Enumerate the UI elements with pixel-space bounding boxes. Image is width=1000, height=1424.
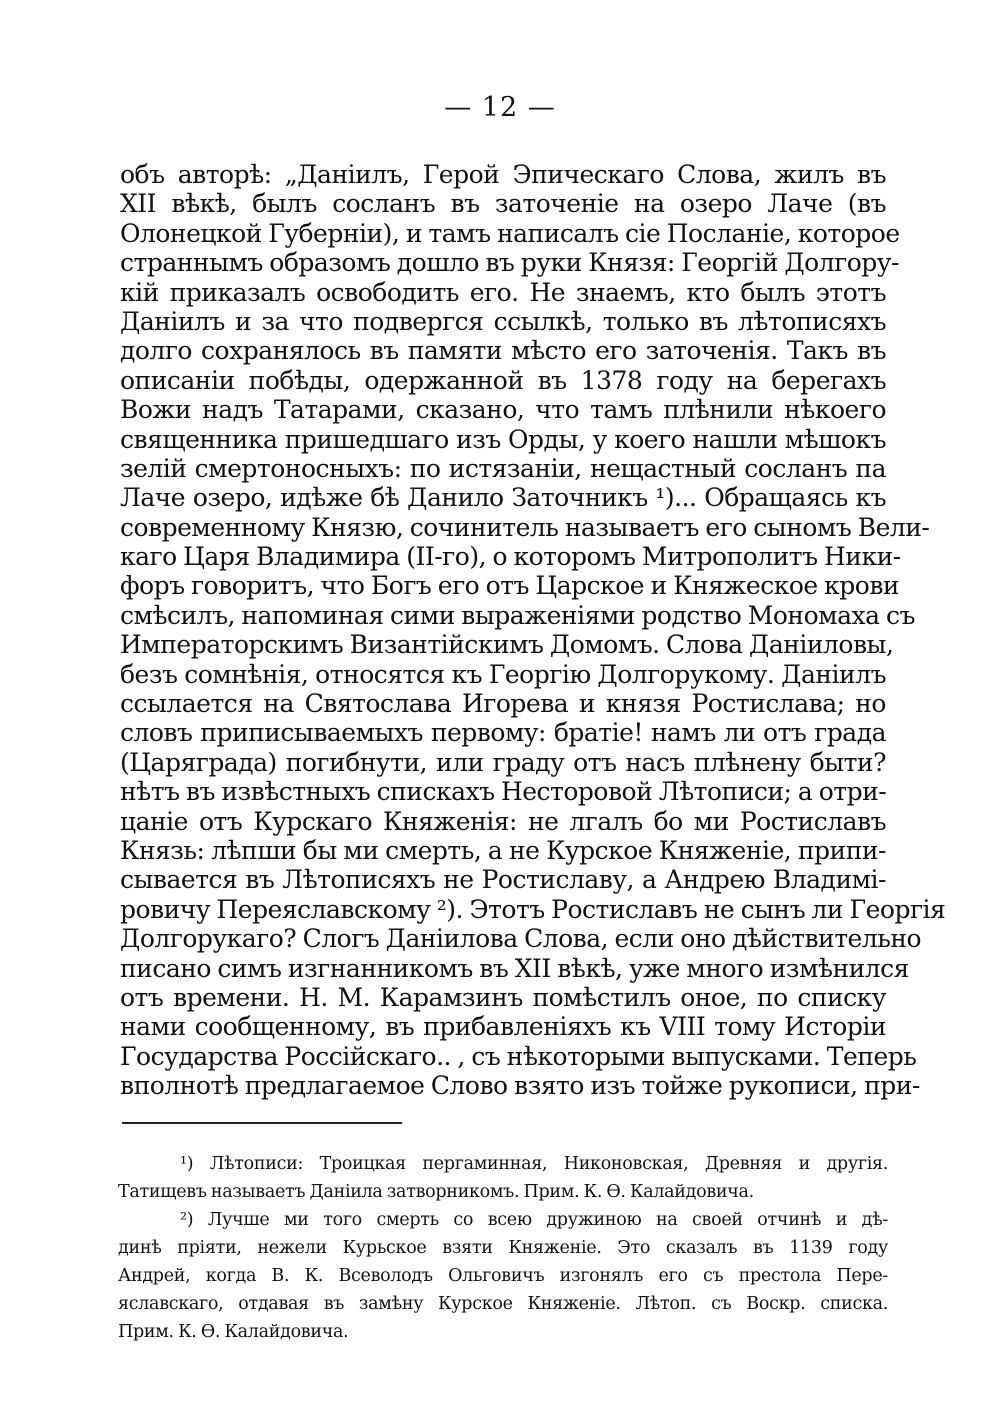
text-line: словъ приписываемыхъ первому: братіе! намъ ли отъ града [120,718,886,748]
text-line: долго сохранялось въ памяти мѣсто его заточенія. Такъ въ [120,336,886,366]
footnote-line: яславскаго, отдавая въ замѣну Курское Княженіе. Лѣтоп. съ Воскр. списка. [118,1294,888,1314]
footnote-line: ¹) Лѣтописи: Троицкая пергаминная, Никоновская, Древняя и другія. [180,1154,888,1174]
page-number: — 12 — [444,92,556,123]
main-text [120,160,946,1101]
text-line: Императорскимъ Византійскимъ Домомъ. Слова Даніиловы, [120,630,894,660]
text-line: Вожи надъ Татарами, сказано, что тамъ плѣнили нѣкоего [120,395,886,425]
footnote-divider [122,1122,402,1124]
footnote-line: ²) Лучше ми того смерть со всею дружиною на своей отчинѣ и дѣ- [180,1210,888,1230]
footnote-line: Татищевъ называетъ Даніила затворникомъ. Прим. К. Ѳ. Калайдовича. [118,1182,754,1202]
text-line: Олонецкой Губерніи), и тамъ написалъ сіе Посланіе, которое [120,218,900,248]
text-line: писано симъ изгнанникомъ въ XII вѣкѣ, уже много измѣнился [120,953,909,983]
text-line: форъ говоритъ, что Богъ его отъ Царское и Княжеское крови [120,571,900,601]
text-line: нами сообщенному, въ прибавленіяхъ къ VIII тому Исторіи [120,1012,886,1042]
text-line: описаніи побѣды, одержанной въ 1378 году на берегахъ [120,365,886,395]
text-line: объ авторѣ: „Даніилъ, Герой Эпическаго Слова, жилъ въ [120,160,886,189]
text-line: современному Князю, сочинитель называетъ его сыномъ Вели- [120,512,930,542]
text-line: безъ сомнѣнія, относятся къ Георгію Долгорукому. Даніилъ [120,659,886,689]
footnote-1 [118,1150,888,1206]
text-line: зелій смертоносныхъ: по истязаніи, нещастный сосланъ па [120,453,886,483]
text-line: каго Царя Владимира (II-го), о которомъ Митрополитъ Ники- [120,542,901,572]
text-line: кій приказалъ освободить его. Не знаемъ, кто былъ этотъ [120,277,886,307]
text-line: отъ времени. Н. М. Карамзинъ помѣстилъ оное, по списку [120,982,886,1012]
text-line: Лаче озеро, идѣже бѣ Данило Заточникъ ¹)... Обращаясь къ [120,483,886,513]
text-line: Даніилъ и за что подвергся ссылкѣ, только въ лѣтописяхъ [120,306,886,336]
text-line: священника пришедшаго изъ Орды, у коего нашли мѣшокъ [120,424,886,454]
footnote-2 [118,1206,888,1346]
footnotes [118,1150,888,1346]
text-line: ссылается на Святослава Игорева и князя Ростислава; но [120,689,886,719]
footnote-line: динѣ пріяти, нежели Курьское взяти Княженіе. Это сказалъ въ 1139 году [118,1238,888,1258]
text-line: Долгорукаго? Слогъ Даніилова Слова, если оно дѣйствительно [120,924,922,954]
text-line: вполнотѣ предлагаемое Слово взято изъ тойже рукописи, при- [120,1071,920,1101]
footnote-line: Андрей, когда В. К. Всеволодъ Ольговичъ изгонялъ его съ престола Пере- [118,1266,888,1286]
text-line: нѣтъ въ извѣстныхъ спискахъ Несторовой Лѣтописи; а отри- [120,777,887,807]
text-line: сывается въ Лѣтописяхъ не Ростиславу, а Андрею Владимі- [120,865,886,895]
text-line: Государства Россійскаго.. , съ нѣкоторыми выпусками. Теперь [120,1041,917,1071]
text-line: (Царяграда) погибнути, или граду отъ насъ плѣнену быти? [120,747,886,777]
text-line: Князь: лѣпши бы ми смерть, а не Курское Княженіе, припи- [120,835,886,865]
text-line: XII вѣкѣ, былъ сосланъ въ заточеніе на озеро Лаче (въ [120,189,886,219]
text-line: ровичу Переяславскому ²). Этотъ Ростиславъ не сынъ ли Георгія [120,894,946,924]
text-line: страннымъ образомъ дошло въ руки Князя: Георгій Долгору- [120,248,899,278]
footnote-line: Прим. К. Ѳ. Калайдовича. [118,1322,349,1342]
text-line: цаніе отъ Курскаго Княженія: не лгалъ бо ми Ростиславъ [120,806,886,836]
text-line: смѣсилъ, напоминая сими выраженіями родство Мономаха съ [120,600,915,630]
